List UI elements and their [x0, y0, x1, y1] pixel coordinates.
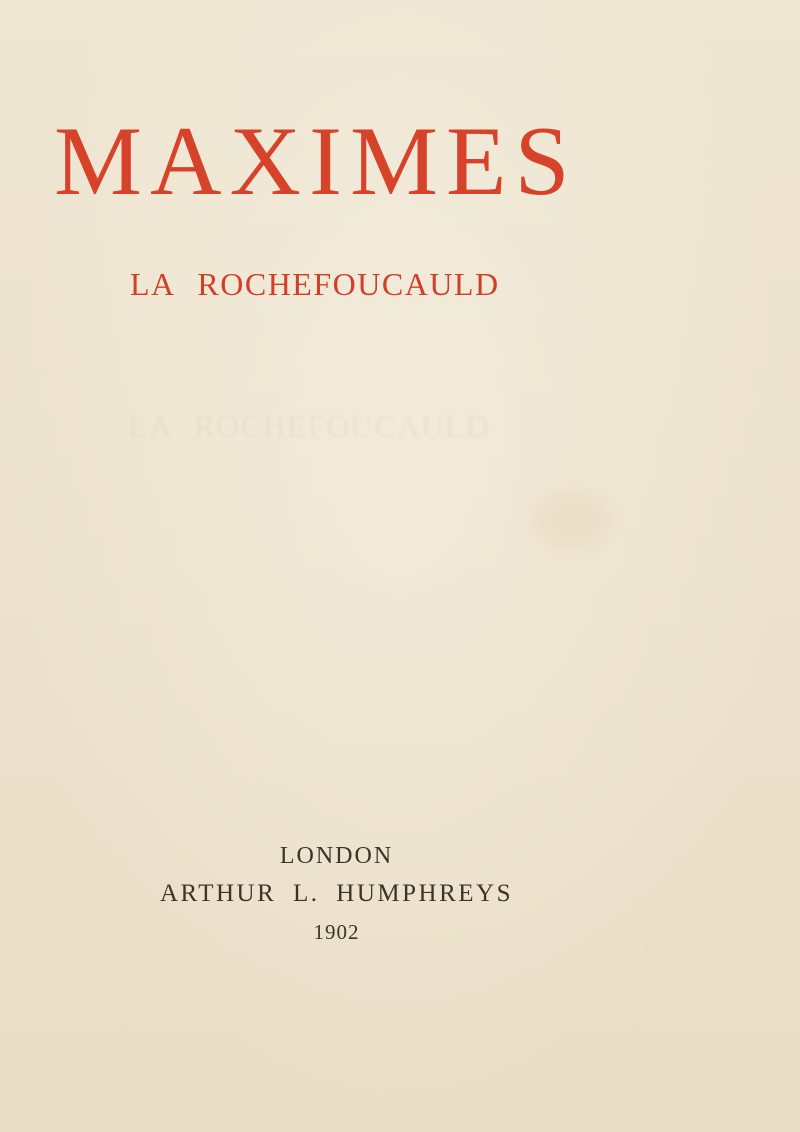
paper-stain — [530, 490, 610, 550]
publisher-imprint — [0, 843, 673, 943]
imprint-year: 1902 — [313, 920, 360, 944]
bleed-through-text: LA ROCHEFOUCAULD — [128, 408, 490, 444]
book-title: MAXIMES — [54, 107, 578, 216]
imprint-publisher: ARTHUR L. HUMPHREYS — [159, 880, 513, 907]
imprint-city: LONDON — [279, 843, 394, 869]
author-name: LA ROCHEFOUCAULD — [130, 266, 500, 302]
